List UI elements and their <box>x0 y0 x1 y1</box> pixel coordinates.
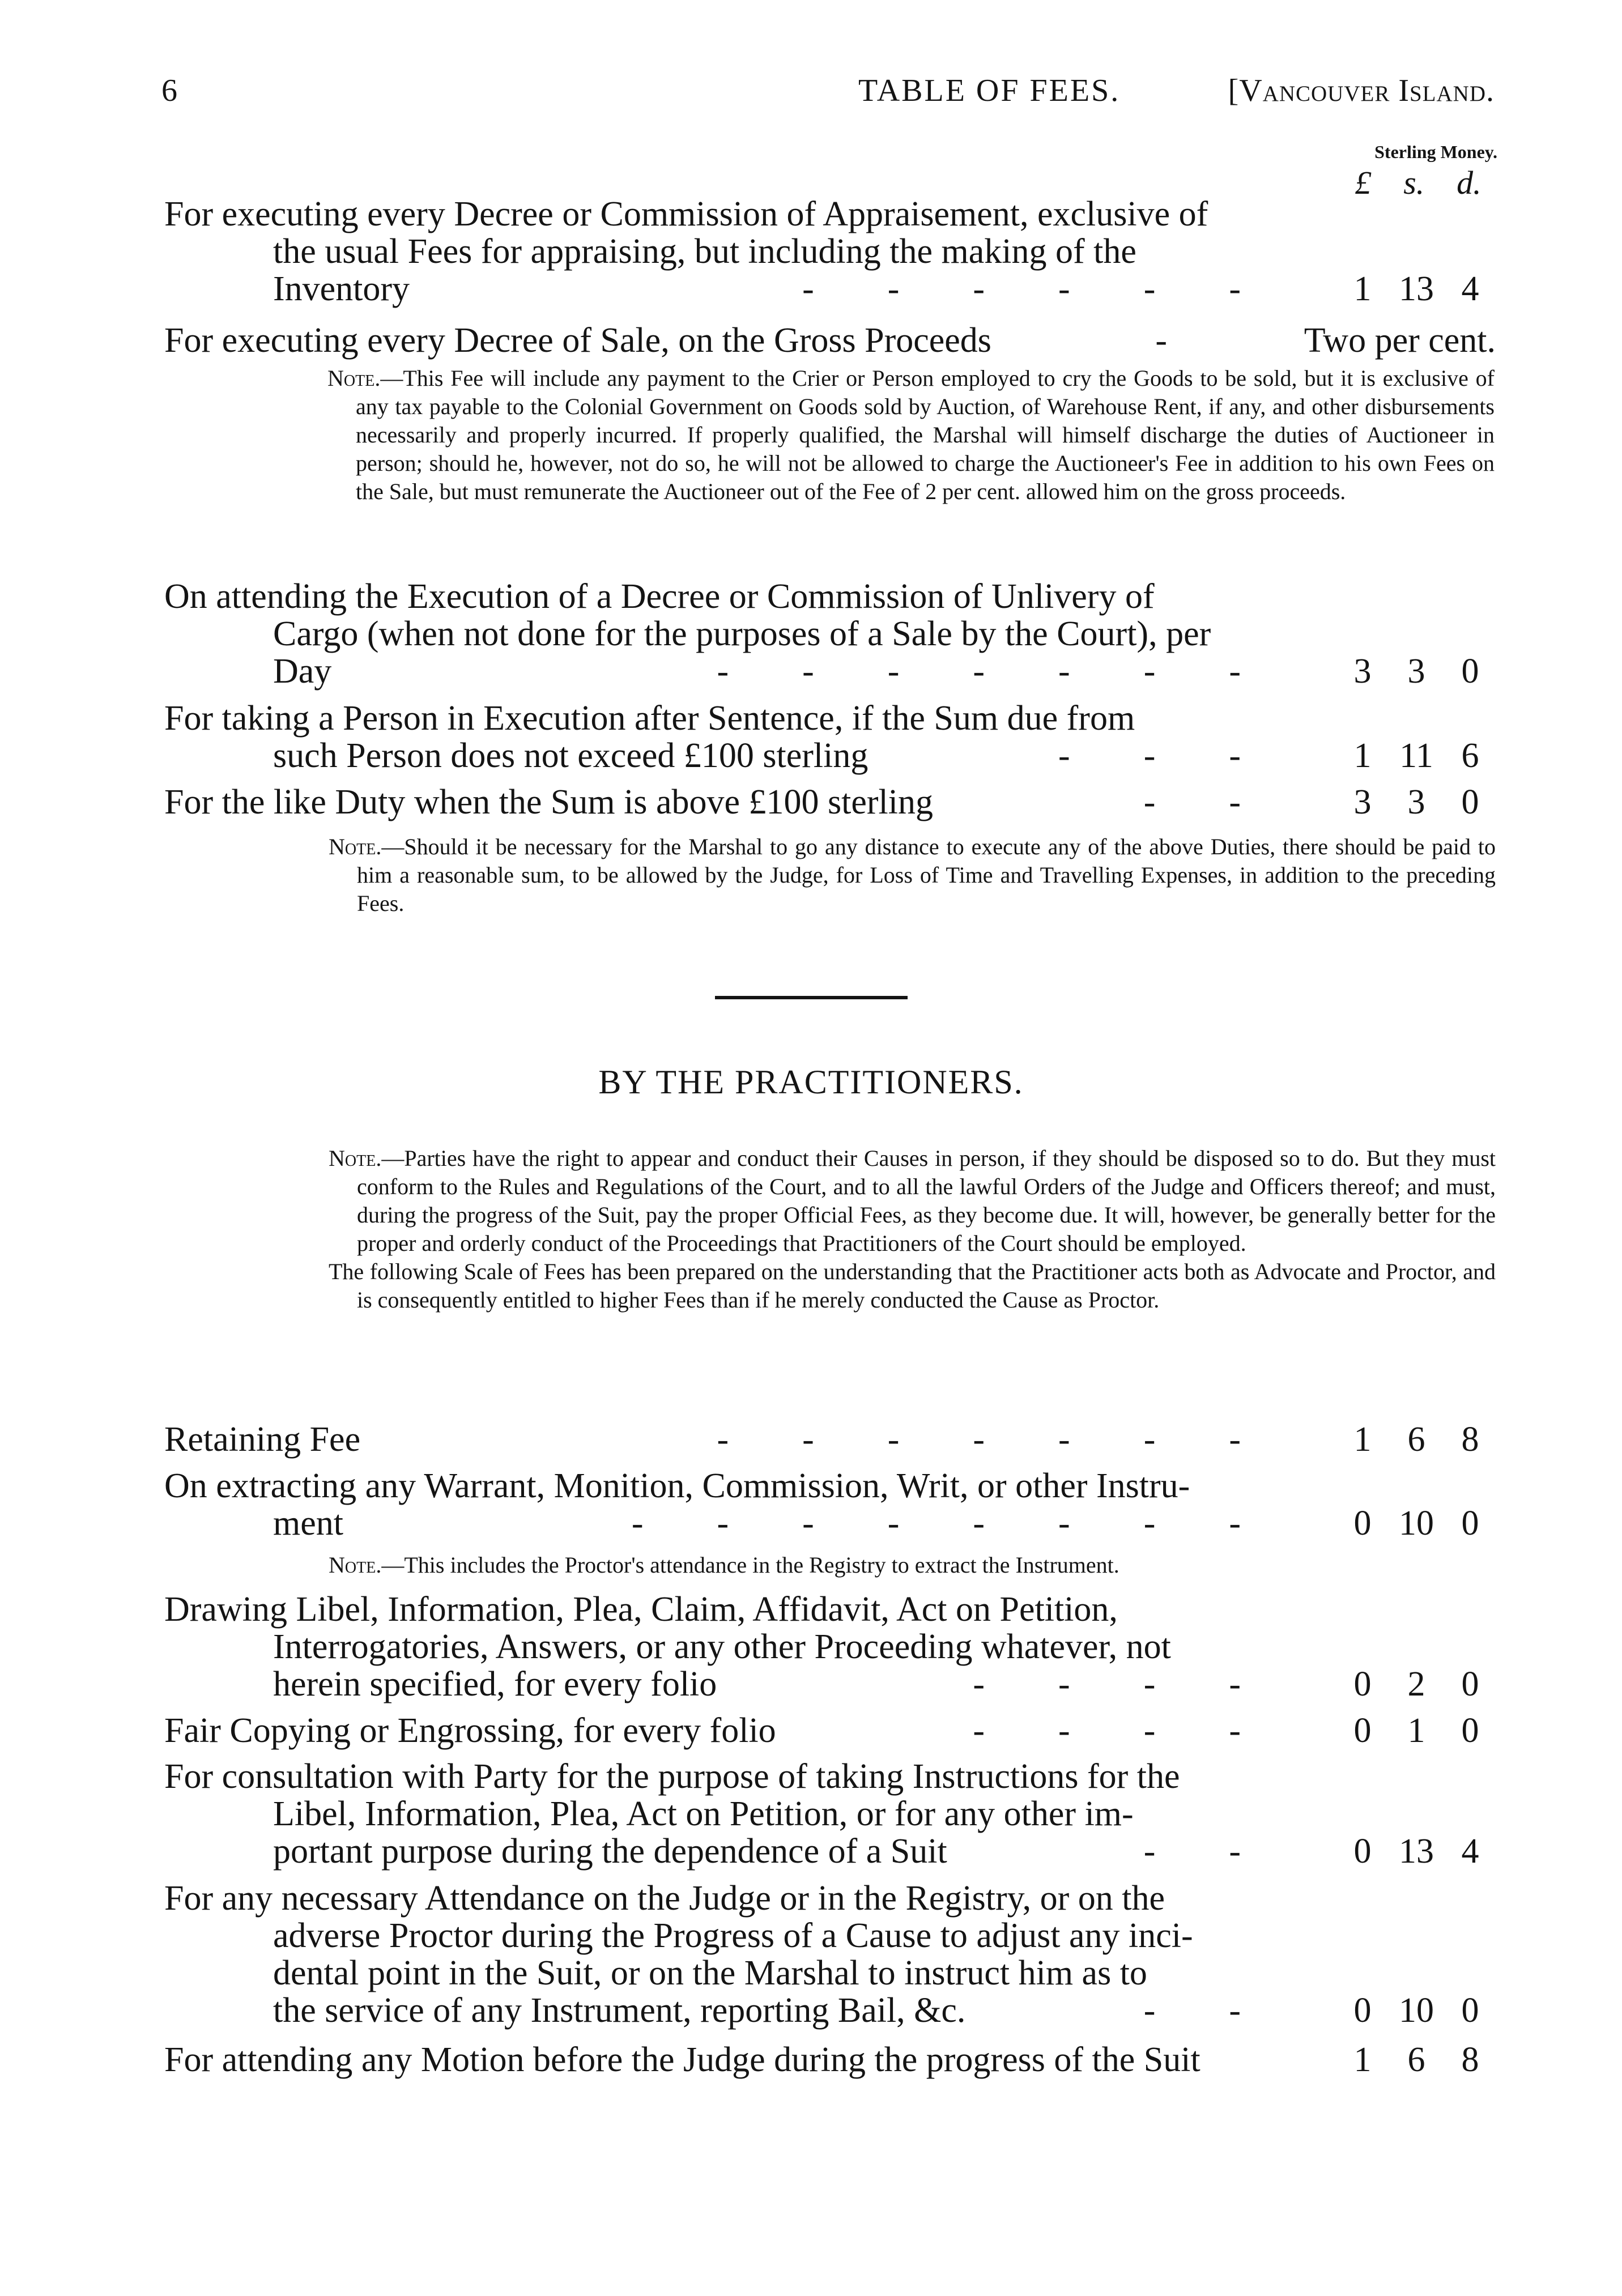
leader-dashes: - <box>1155 322 1241 359</box>
leader-dashes: --- <box>1058 737 1314 774</box>
fee-line: For consultation with Party for the purpose of taking Instructions for the <box>164 1757 1180 1796</box>
region-heading: [Vancouver Island. <box>1228 73 1495 108</box>
fee-line-text: For attending any Motion before the Judge during the progress of the Suit <box>164 2041 1200 2079</box>
fee-line: For executing every Decree or Commission of Appraisement, exclusive of <box>164 195 1208 233</box>
amount-pence: 0 <box>1461 1665 1479 1703</box>
amount-pounds: 3 <box>1353 652 1372 691</box>
note-text: —Should it be necessary for the Marshal to go any distance to execute any of the above Duties, there should be paid to him a reasonable sum, to be allowed by the Judge, for Loss of Time and Travelling Expenses, in addition to the preceding Fees. <box>357 834 1496 916</box>
amount-pence: 4 <box>1461 1832 1479 1871</box>
section-title: BY THE PRACTITIONERS. <box>598 1063 1024 1101</box>
scale-text: The following Scale of Fees has been prepared on the understanding that the Practitioner acts both as Advocate and Proctor, and is consequently entitled to higher Fees than if he merely conducted the Cause as Proctor. <box>329 1259 1496 1313</box>
amount-shillings: 6 <box>1407 1420 1425 1459</box>
fee-amount <box>1337 783 1496 821</box>
fee-amount <box>1337 1992 1496 2029</box>
amount-pence: 8 <box>1461 1420 1479 1459</box>
fee-line-last <box>164 1505 1496 1542</box>
pound-unit: £ <box>1355 164 1372 201</box>
note-text: —This includes the Proctor's attendance in the Registry to extract the Instrument. <box>381 1552 1119 1578</box>
running-head <box>161 73 1495 118</box>
fee-line: Drawing Libel, Information, Plea, Claim, Affidavit, Act on Petition, <box>164 1590 1118 1629</box>
fee-line: Interrogatories, Answers, or any other Proceeding whatever, not <box>273 1628 1171 1666</box>
fee-entry-unlivery <box>164 578 1496 690</box>
note-label: Note. <box>329 834 382 859</box>
fee-amount <box>1337 1712 1496 1749</box>
fee-line-last <box>164 270 1496 308</box>
amount-shillings: 10 <box>1399 1504 1434 1543</box>
amount-pounds: 0 <box>1353 1711 1372 1750</box>
leader-dashes: ------- <box>717 653 1314 690</box>
fee-line-text: For the like Duty when the Sum is above £100 sterling <box>164 783 933 821</box>
amount-pounds: 0 <box>1353 1832 1372 1871</box>
fee-line: Cargo (when not done for the purposes of a Sale by the Court), per <box>273 615 1211 653</box>
note-label: Note. <box>329 1552 382 1578</box>
shilling-unit: s. <box>1403 164 1425 201</box>
note-sale-fee <box>327 364 1495 506</box>
amount-pence: 8 <box>1461 2041 1479 2079</box>
amount-pence: 0 <box>1461 652 1479 691</box>
fee-line-text: portant purpose during the dependence of a Suit <box>273 1832 947 1871</box>
fee-line-last <box>164 1421 1496 1458</box>
fee-entry-like-duty <box>164 783 1496 821</box>
amount-shillings: 3 <box>1407 783 1425 821</box>
fee-entry-execution <box>164 700 1496 774</box>
leader-dashes: ------ <box>802 270 1314 308</box>
fee-line-last <box>164 783 1496 821</box>
amount-pounds: 1 <box>1353 270 1372 308</box>
fee-entry-sale <box>164 322 1496 359</box>
amount-shillings: 10 <box>1399 1991 1434 2030</box>
fee-entry-consultation <box>164 1758 1496 1870</box>
fee-entry-retaining <box>164 1421 1496 1458</box>
amount-shillings: 11 <box>1399 736 1433 775</box>
fee-line: On extracting any Warrant, Monition, Commission, Writ, or other Instru- <box>164 1467 1190 1505</box>
fee-entry-extracting <box>164 1467 1496 1542</box>
leader-dashes: -------- <box>631 1505 1314 1542</box>
leader-dashes: ---- <box>973 1712 1314 1749</box>
amount-pounds: 0 <box>1353 1665 1372 1703</box>
fee-amount <box>1337 1505 1496 1542</box>
leader-dashes: ------- <box>717 1421 1314 1458</box>
fee-line-last <box>164 1992 1496 2029</box>
fee-amount <box>1337 270 1496 308</box>
fee-line-text: Fair Copying or Engrossing, for every folio <box>164 1711 776 1750</box>
fee-line-text: Retaining Fee <box>164 1420 361 1459</box>
fee-line: Libel, Information, Plea, Act on Petition, or for any other im- <box>273 1795 1134 1833</box>
amount-shillings: 13 <box>1399 270 1434 308</box>
amount-shillings: 2 <box>1407 1665 1425 1703</box>
fee-amount <box>1337 2041 1496 2078</box>
fee-line: dental point in the Suit, or on the Marshal to instruct him as to <box>273 1954 1147 1992</box>
page-number: 6 <box>161 73 177 108</box>
amount-pence: 0 <box>1461 1711 1479 1750</box>
fee-line: On attending the Execution of a Decree or Commission of Unlivery of <box>164 577 1155 616</box>
fee-line-text: Inventory <box>273 270 410 308</box>
amount-pounds: 1 <box>1353 2041 1372 2079</box>
amount-pounds: 3 <box>1353 783 1372 821</box>
fee-entry-copying <box>164 1712 1496 1749</box>
currency-label: Sterling Money. <box>1374 142 1497 162</box>
fee-line-last <box>164 1712 1496 1749</box>
note-label: Note. <box>329 1145 382 1171</box>
fee-amount <box>1337 737 1496 774</box>
amount-shillings: 1 <box>1407 1711 1425 1750</box>
amount-pounds: 1 <box>1353 1420 1372 1459</box>
page-title: TABLE OF FEES. <box>858 73 1121 108</box>
note-text: —This Fee will include any payment to the Crier or Person employed to cry the Goods to be sold, but it is exclusive of any tax payable to the Colonial Government on Goods sold by Auction, of Warehouse Rent, if any, and other disbursements necessarily and properly incurred. If properly qualified, the Marshal will himself discharge the duties of Auctioneer in person; should he, however, not do so, he will not be allowed to charge the Auctioneer's Fee in addition to his own Fees on the Sale, but must remunerate the Auctioneer out of the Fee of 2 per cent. allowed him on the gross proceeds. <box>356 365 1495 504</box>
fee-entry-appraisement <box>164 195 1496 308</box>
leader-dashes: -- <box>1143 1992 1314 2029</box>
fee-amount <box>1337 1833 1496 1870</box>
amount-pounds: 1 <box>1353 736 1372 775</box>
leader-dashes: ---- <box>973 1665 1314 1703</box>
fee-line-text: Day <box>273 652 332 691</box>
note-label: Note. <box>327 365 381 391</box>
note-text: —Parties have the right to appear and conduct their Causes in person, if they should be disposed so to do. But they must conform to the Rules and Regulations of the Court, and to all the lawful Orders of the Judge and Officers thereof; and must, during the progress of the Suit, pay the proper Official Fees, as they become due. It will, however, be generally better for the proper and orderly conduct of the Proceedings that Practitioners of the Court should be employed. <box>357 1145 1496 1256</box>
amount-pence: 4 <box>1461 270 1479 308</box>
fee-line: For any necessary Attendance on the Judge or in the Registry, or on the <box>164 1879 1165 1918</box>
note-instrument <box>329 1551 1496 1579</box>
fee-line-text: For executing every Decree of Sale, on the Gross Proceeds <box>164 321 991 360</box>
amount-shillings: 3 <box>1407 652 1425 691</box>
fee-line-last <box>164 322 1496 359</box>
fee-entry-motion <box>164 2041 1496 2078</box>
amount-pence: 6 <box>1461 736 1479 775</box>
fee-line-text: the service of any Instrument, reporting Bail, &c. <box>273 1991 966 2030</box>
leader-dashes: -- <box>1143 783 1314 821</box>
note-distance <box>329 833 1496 918</box>
fee-line-last <box>164 1833 1496 1870</box>
fee-line-last <box>164 2041 1496 2078</box>
section-divider <box>715 996 908 999</box>
amount-pence: 0 <box>1461 1991 1479 2030</box>
pence-unit: d. <box>1457 164 1481 201</box>
fee-line: adverse Proctor during the Progress of a Cause to adjust any inci- <box>273 1916 1193 1955</box>
fee-amount <box>1337 653 1496 690</box>
fee-line-last <box>164 737 1496 774</box>
amount-pounds: 0 <box>1353 1504 1372 1543</box>
leader-dashes: -- <box>1143 1833 1314 1870</box>
fee-entry-drawing <box>164 1591 1496 1703</box>
fee-amount-text: Two per cent. <box>1304 321 1496 360</box>
fee-amount <box>1337 1665 1496 1703</box>
amount-shillings: 13 <box>1399 1832 1434 1871</box>
fee-line-text: herein specified, for every folio <box>273 1665 717 1703</box>
amount-pence: 0 <box>1461 1504 1479 1543</box>
note-parties <box>329 1144 1496 1314</box>
currency-header <box>1316 142 1497 202</box>
fee-line-text: such Person does not exceed £100 sterling <box>273 736 869 775</box>
fee-entry-attendance <box>164 1880 1496 2029</box>
amount-shillings: 6 <box>1407 2041 1425 2079</box>
fee-amount <box>1337 1421 1496 1458</box>
amount-pounds: 0 <box>1353 1991 1372 2030</box>
fee-line: the usual Fees for appraising, but including the making of the <box>273 232 1136 271</box>
fee-line-last <box>164 653 1496 690</box>
amount-pence: 0 <box>1461 783 1479 821</box>
fee-line-last <box>164 1665 1496 1703</box>
fee-line-text: ment <box>273 1504 343 1543</box>
fee-line: For taking a Person in Execution after Sentence, if the Sum due from <box>164 699 1135 738</box>
